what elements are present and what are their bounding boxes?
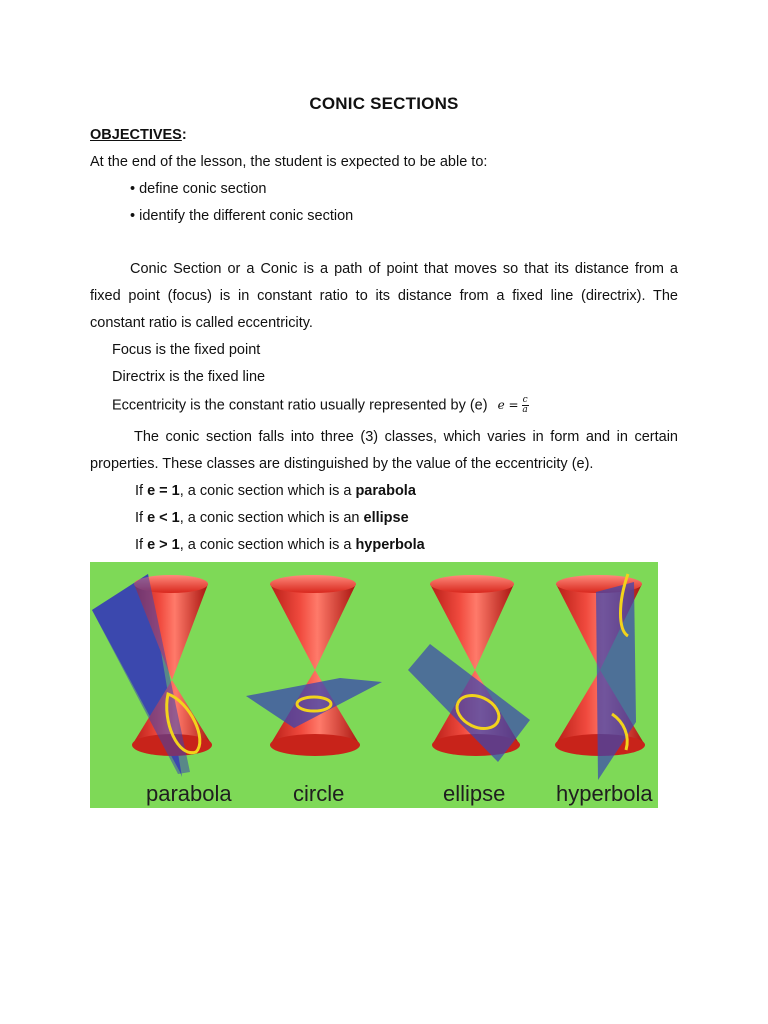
classes-line-2: properties. These classes are distinguished by the value of the eccentricity (e). xyxy=(90,456,594,472)
objective-bullet-2: • identify the different conic section xyxy=(130,208,354,224)
objective-bullet-1: • define conic section xyxy=(130,181,267,197)
objectives-heading xyxy=(90,126,187,144)
formula-lhs: e = xyxy=(497,398,519,412)
page-title: CONIC SECTIONS xyxy=(309,94,459,113)
ellipse-cone xyxy=(408,575,530,762)
definition-line-1: Conic Section or a Conic is a path of point that moves so that its distance from a xyxy=(130,261,678,277)
condition-prefix: If xyxy=(135,483,148,499)
condition-result: ellipse xyxy=(363,510,409,526)
condition-value: e < 1 xyxy=(147,510,180,526)
objectives-intro: At the end of the lesson, the student is expected to be able to: xyxy=(90,154,488,170)
condition-text: , a conic section which is a xyxy=(179,483,356,499)
condition-hyperbola xyxy=(135,536,425,554)
label-circle: circle xyxy=(293,781,345,806)
condition-parabola xyxy=(135,482,416,500)
eccentricity-text: Eccentricity is the constant ratio usually represented by (e) xyxy=(112,397,488,414)
eccentricity-formula xyxy=(498,396,529,415)
parabola-cone xyxy=(92,574,212,777)
hyperbola-cone xyxy=(555,574,645,780)
classes-line-1: The conic section falls into three (3) classes, which varies in form and in certain xyxy=(134,429,678,445)
formula-fraction xyxy=(522,396,529,415)
objectives-label: OBJECTIVES xyxy=(90,127,182,143)
eccentricity-definition xyxy=(112,396,529,415)
condition-value: e = 1 xyxy=(147,483,180,499)
condition-result: parabola xyxy=(355,483,416,499)
condition-value: e > 1 xyxy=(147,537,180,553)
label-parabola: parabola xyxy=(146,781,232,806)
condition-ellipse xyxy=(135,509,409,527)
conic-sections-illustration xyxy=(90,562,658,808)
definition-line-3: constant ratio is called eccentricity. xyxy=(90,315,313,331)
condition-text: , a conic section which is a xyxy=(179,537,356,553)
label-ellipse: ellipse xyxy=(443,781,506,806)
formula-denominator: a xyxy=(522,405,528,415)
label-hyperbola: hyperbola xyxy=(556,781,653,806)
formula-numerator: c xyxy=(522,395,528,405)
objectives-colon: : xyxy=(181,127,187,143)
condition-result: hyperbola xyxy=(355,537,425,553)
circle-cone xyxy=(246,575,382,756)
focus-definition: Focus is the fixed point xyxy=(112,342,261,358)
directrix-definition: Directrix is the fixed line xyxy=(112,369,266,385)
condition-text: , a conic section which is an xyxy=(179,510,364,526)
condition-prefix: If xyxy=(135,537,148,553)
conic-sections-figure xyxy=(90,562,658,808)
definition-line-2: fixed point (focus) is in constant ratio to its distance from a fixed line (directrix). The xyxy=(90,288,678,304)
condition-prefix: If xyxy=(135,510,148,526)
